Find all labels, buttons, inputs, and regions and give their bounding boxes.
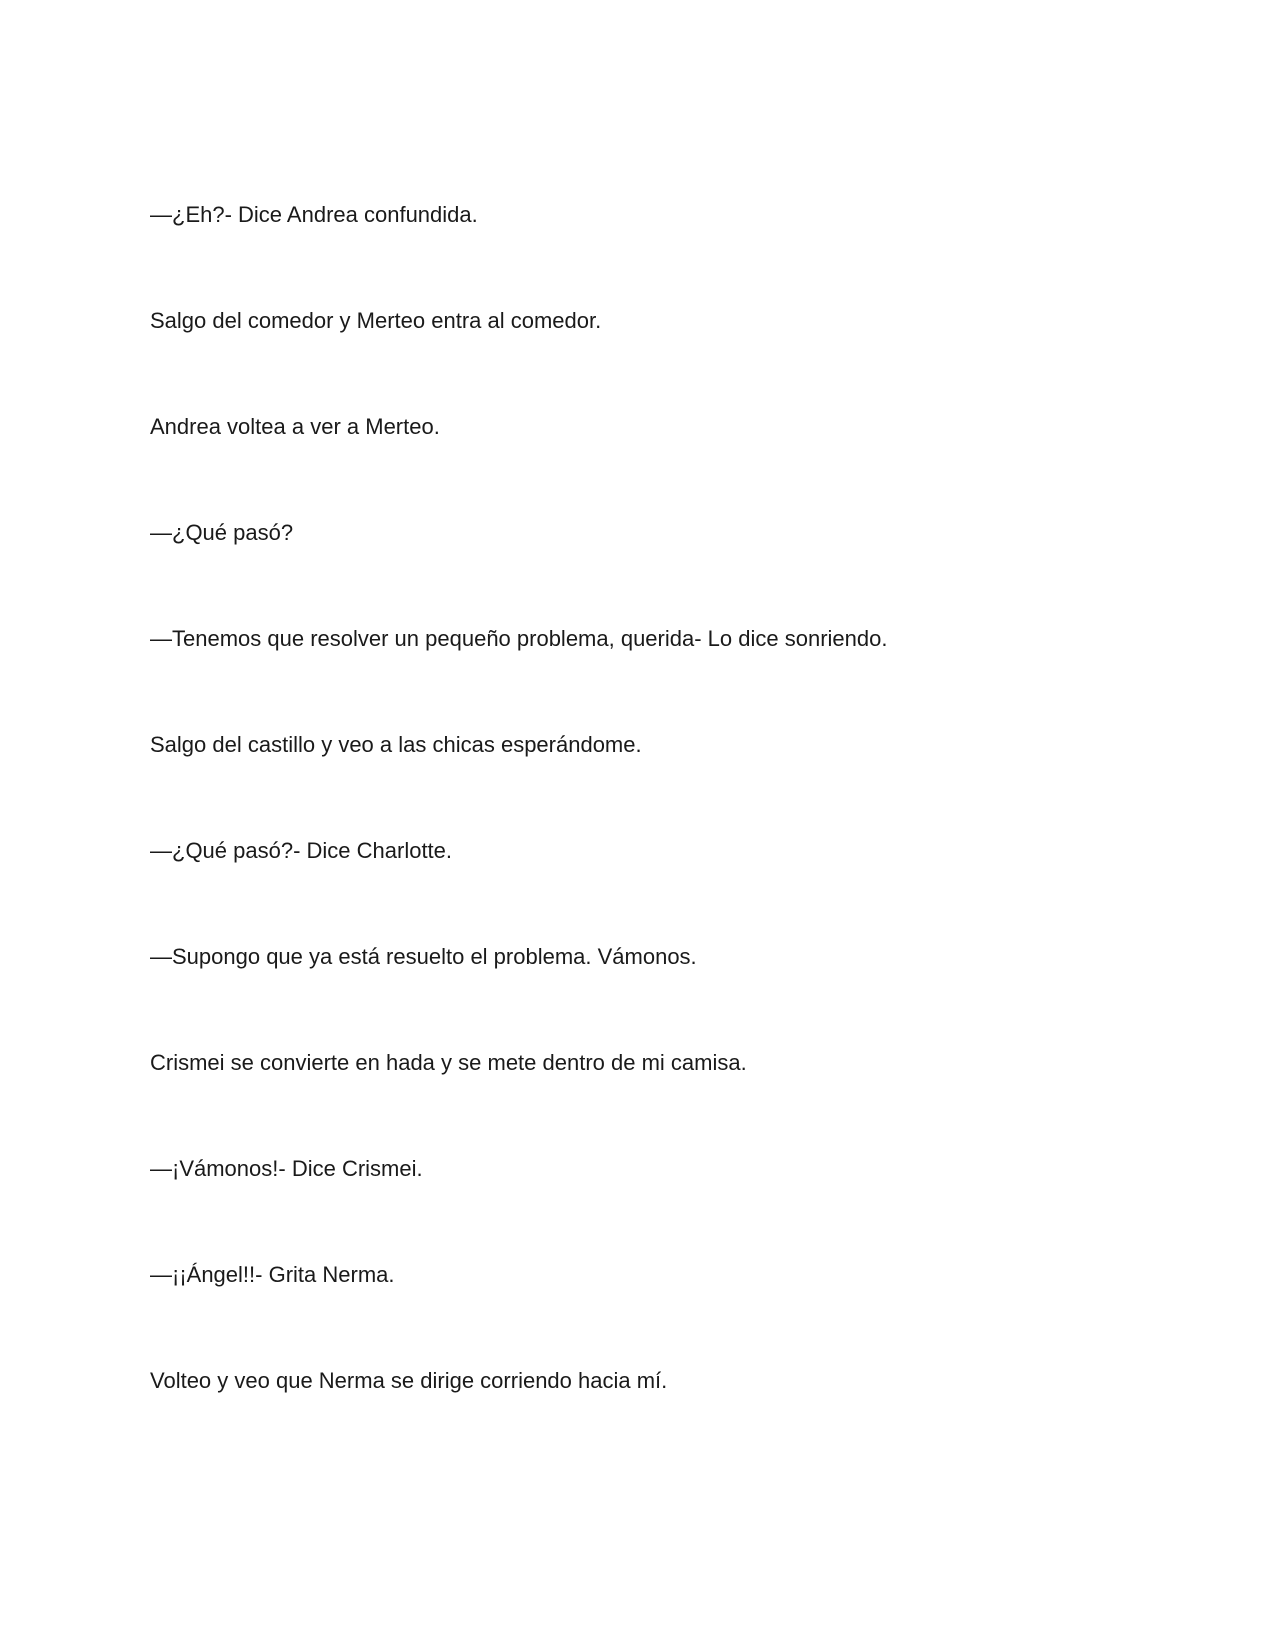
paragraph: —Tenemos que resolver un pequeño problema, querida- Lo dice sonriendo. [150, 626, 888, 651]
paragraph: —¿Qué pasó?- Dice Charlotte. [150, 838, 453, 863]
paragraph: Salgo del castillo y veo a las chicas esperándome. [150, 732, 642, 757]
paragraph: —Supongo que ya está resuelto el problema. Vámonos. [150, 944, 697, 969]
document-body [150, 202, 1150, 1474]
paragraph: Andrea voltea a ver a Merteo. [150, 414, 440, 439]
paragraph: —¡¡Ángel!!- Grita Nerma. [150, 1262, 395, 1287]
paragraph: —¿Eh?- Dice Andrea confundida. [150, 202, 478, 227]
paragraph: Salgo del comedor y Merteo entra al comedor. [150, 308, 602, 333]
paragraph: Volteo y veo que Nerma se dirige corriendo hacia mí. [150, 1368, 668, 1393]
paragraph: —¡Vámonos!- Dice Crismei. [150, 1156, 423, 1181]
paragraph: Crismei se convierte en hada y se mete dentro de mi camisa. [150, 1050, 747, 1075]
paragraph: —¿Qué pasó? [150, 520, 294, 545]
